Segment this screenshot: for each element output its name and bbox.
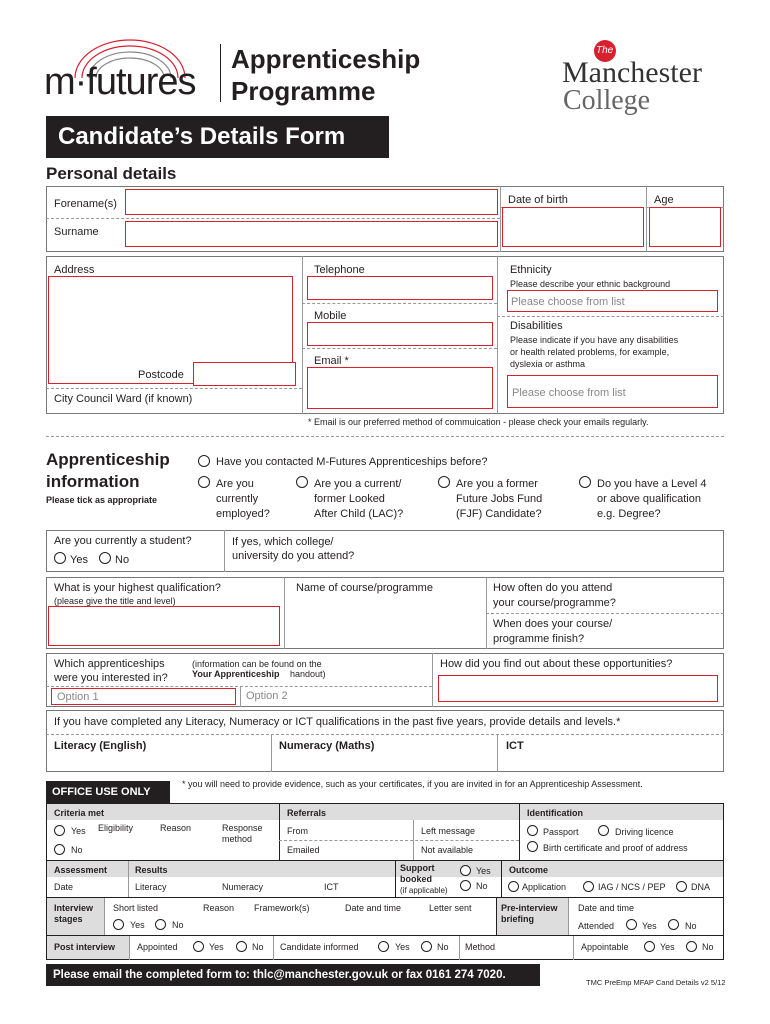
college-the: The — [596, 45, 614, 56]
dob-field[interactable] — [502, 207, 644, 247]
shortlisted-label: Short listed — [113, 903, 159, 913]
programme-title-2: Programme — [231, 76, 376, 106]
appointable-yes-radio[interactable] — [644, 941, 655, 952]
fjf-label-1: Are you a former — [456, 478, 538, 490]
numeracy-label: Numeracy (Maths) — [279, 740, 375, 752]
level4-label-2: or above qualification — [597, 493, 701, 505]
shortlisted-no-radio[interactable] — [155, 919, 166, 930]
disabilities-select[interactable] — [507, 375, 718, 408]
frameworks-label: Framework(s) — [254, 903, 310, 913]
disabilities-label: Disabilities — [510, 320, 563, 332]
results-literacy-label: Literacy — [135, 882, 167, 892]
fjf-label-2: Future Jobs Fund — [456, 493, 543, 505]
interview-label-1: Interview — [54, 903, 94, 913]
app-info-note-2: Your Apprenticeship — [192, 669, 280, 679]
referrals-label: Referrals — [287, 808, 327, 818]
course-label: Name of course/programme — [296, 582, 433, 594]
outcome-label: Outcome — [509, 865, 549, 875]
dna-label: DNA — [691, 882, 711, 892]
employed-label-2: currently — [216, 493, 259, 505]
student-question: Are you currently a student? — [54, 535, 192, 547]
employed-label-3: employed? — [216, 508, 270, 520]
which-college-2: university do you attend? — [232, 550, 355, 562]
employed-label-1: Are you — [216, 478, 254, 490]
lac-label-1: Are you a current/ — [314, 478, 402, 490]
app-info-note-1: (information can be found on the — [192, 659, 322, 669]
assess-date-label: Date — [54, 882, 74, 892]
appointed-no-label: No — [252, 942, 264, 952]
literacy-intro: If you have completed any Literacy, Numeracy or ICT qualifications in the past five years, provide details and levels.* — [54, 716, 621, 728]
option1-placeholder: Option 1 — [57, 691, 99, 703]
literacy-label: Literacy (English) — [54, 740, 147, 752]
application-label: Application — [522, 882, 567, 892]
ethnicity-placeholder: Please choose from list — [511, 296, 625, 308]
attended-label: Attended — [578, 921, 615, 931]
address-label: Address — [54, 264, 95, 276]
student-no-radio[interactable] — [99, 552, 111, 564]
dis-note-3: dyslexia or asthma — [510, 359, 586, 369]
results-label: Results — [135, 865, 168, 875]
candidate-informed-label: Candidate informed — [280, 942, 359, 952]
response-label-2: method — [222, 834, 253, 844]
highest-qual-field[interactable] — [48, 606, 280, 646]
shortlisted-yes-label: Yes — [130, 920, 145, 930]
programme-title-1: Apprenticeship — [231, 44, 421, 74]
option2-select[interactable]: Option 2 — [246, 690, 288, 702]
option1-select[interactable] — [51, 688, 236, 705]
not-available-label: Not available — [421, 845, 474, 855]
fjf-radio[interactable] — [438, 476, 450, 488]
highest-qual-note: (please give the title and level) — [54, 596, 176, 606]
appointable-yes-label: Yes — [660, 942, 675, 952]
disabilities-placeholder: Please choose from list — [512, 387, 626, 399]
informed-no-label: No — [437, 942, 449, 952]
tick-note: Please tick as appropriate — [46, 495, 158, 505]
contacted-label: Have you contacted M-Futures Apprenticeships before? — [216, 456, 488, 468]
ethnicity-label: Ethnicity — [510, 264, 552, 276]
ict-label: ICT — [506, 740, 524, 752]
criteria-yes-radio[interactable] — [54, 825, 65, 836]
interview-reason-label: Reason — [203, 903, 235, 913]
shortlisted-no-label: No — [172, 920, 184, 930]
ethnicity-note: Please describe your ethnic background — [510, 279, 671, 289]
interview-label-2: stages — [54, 914, 83, 924]
support-label-3: (if applicable) — [400, 886, 448, 895]
which-app-2: were you interested in? — [54, 672, 168, 684]
informed-yes-radio[interactable] — [378, 941, 389, 952]
office-use-title: OFFICE USE ONLY — [46, 781, 170, 803]
which-college-1: If yes, which college/ — [232, 536, 334, 548]
footer-email-bar: Please email the completed form to: thlc@manchester.gov.uk or fax 0161 274 7020. — [46, 964, 540, 986]
dna-radio[interactable] — [676, 881, 687, 892]
telephone-field[interactable] — [307, 276, 493, 300]
from-label: From — [287, 826, 308, 836]
birth-radio[interactable] — [527, 841, 538, 852]
appointed-no-radio[interactable] — [236, 941, 247, 952]
attended-no-label: No — [685, 921, 697, 931]
driving-radio[interactable] — [598, 825, 609, 836]
appointed-yes-label: Yes — [209, 942, 224, 952]
results-ict-label: ICT — [324, 882, 339, 892]
contacted-radio[interactable] — [198, 455, 210, 467]
informed-no-radio[interactable] — [421, 941, 432, 952]
forename-label: Forename(s) — [54, 198, 117, 210]
postcode-field[interactable] — [193, 362, 296, 386]
appinfo-heading-1: Apprenticeship — [46, 450, 170, 469]
age-label: Age — [654, 194, 674, 206]
appointed-yes-radio[interactable] — [193, 941, 204, 952]
method-label: Method — [465, 942, 496, 952]
college-name-1: Manchester — [562, 56, 702, 89]
footer-ref: TMC PreEmp MFAP Cand Details v2 5/12 — [586, 978, 726, 987]
find-out-label: How did you find out about these opportunities? — [440, 658, 673, 670]
telephone-label: Telephone — [314, 264, 365, 276]
post-interview-label: Post interview — [54, 942, 116, 952]
finish-label-1: When does your course/ — [493, 618, 613, 630]
email-note: * Email is our preferred method of commuication - please check your emails regularly. — [308, 417, 649, 427]
left-message-label: Left message — [421, 826, 476, 836]
level4-label-3: e.g. Degree? — [597, 508, 661, 520]
support-label-2: booked — [400, 874, 433, 884]
interview-date-label: Date and time — [345, 903, 402, 913]
level4-radio[interactable] — [579, 476, 591, 488]
passport-label: Passport — [543, 827, 579, 837]
support-label-1: Support — [400, 863, 435, 873]
support-yes-radio[interactable] — [460, 865, 471, 876]
app-info-note-3: handout) — [290, 669, 326, 679]
ethnicity-select[interactable] — [507, 290, 718, 312]
lac-label-2: former Looked — [314, 493, 385, 505]
mobile-label: Mobile — [314, 310, 347, 322]
support-yes-label: Yes — [476, 866, 491, 876]
birth-label: Birth certificate and proof of address — [543, 843, 688, 853]
fjf-label-3: (FJF) Candidate? — [456, 508, 542, 520]
form-title: Candidate’s Details Form — [46, 116, 389, 158]
student-no-label: No — [115, 554, 130, 566]
highest-qual-label: What is your highest qualification? — [54, 582, 221, 594]
lac-label-3: After Child (LAC)? — [314, 508, 404, 520]
evidence-note: * you will need to provide evidence, such as your certificates, if you are invited in for an Apprenticeship Assessment. — [182, 779, 643, 789]
student-yes-radio[interactable] — [54, 552, 66, 564]
surname-label: Surname — [54, 226, 99, 238]
logo-text: m·futures — [44, 61, 196, 103]
identification-label: Identification — [527, 808, 583, 818]
age-field[interactable] — [649, 207, 721, 247]
lac-radio[interactable] — [296, 476, 308, 488]
iag-label: IAG / NCS / PEP — [598, 882, 666, 892]
ward-label: City Council Ward (if known) — [54, 393, 193, 405]
college-name-2: College — [563, 85, 651, 116]
criteria-no-radio[interactable] — [54, 844, 65, 855]
pre-interview-label-2: briefing — [501, 914, 534, 924]
level4-label-1: Do you have a Level 4 — [597, 478, 707, 490]
driving-label: Driving licence — [615, 827, 674, 837]
student-yes-label: Yes — [70, 554, 88, 566]
forename-field[interactable] — [125, 189, 498, 215]
often-label-2: your course/programme? — [493, 597, 616, 609]
often-label-1: How often do you attend — [493, 582, 613, 594]
emailed-label: Emailed — [287, 845, 320, 855]
eligibility-label: Eligibility — [98, 823, 134, 833]
application-radio[interactable] — [508, 881, 519, 892]
attended-yes-radio[interactable] — [626, 919, 637, 930]
personal-heading: Personal details — [46, 164, 177, 183]
mobile-field[interactable] — [307, 322, 493, 346]
finish-label-2: programme finish? — [493, 633, 585, 645]
results-numeracy-label: Numeracy — [222, 882, 264, 892]
appointed-label: Appointed — [137, 942, 178, 952]
criteria-no-label: No — [71, 845, 83, 855]
appinfo-heading-2: information — [46, 472, 140, 491]
letter-sent-label: Letter sent — [429, 903, 472, 913]
dis-note-2: or health related problems, for example, — [510, 347, 670, 357]
dob-label: Date of birth — [508, 194, 568, 206]
criteria-yes-label: Yes — [71, 826, 86, 836]
informed-yes-label: Yes — [395, 942, 410, 952]
response-label-1: Response — [222, 823, 263, 833]
find-out-field[interactable] — [438, 675, 718, 702]
which-app-1: Which apprenticeships — [54, 658, 165, 670]
appointable-no-label: No — [702, 942, 714, 952]
shortlisted-yes-radio[interactable] — [113, 919, 124, 930]
criteria-label: Criteria met — [54, 808, 105, 818]
employed-radio[interactable] — [198, 476, 210, 488]
pre-interview-label-1: Pre-interview — [501, 903, 558, 913]
dis-note-1: Please indicate if you have any disabilities — [510, 335, 679, 345]
appointable-no-radio[interactable] — [686, 941, 697, 952]
email-label: Email * — [314, 355, 349, 367]
iag-radio[interactable] — [583, 881, 594, 892]
assessment-label: Assessment — [54, 865, 108, 875]
reason-label: Reason — [160, 823, 192, 833]
postcode-label: Postcode — [138, 369, 184, 381]
briefing-date-label: Date and time — [578, 903, 635, 913]
attended-yes-label: Yes — [642, 921, 657, 931]
email-field[interactable] — [307, 367, 493, 409]
support-no-label: No — [476, 881, 488, 891]
surname-field[interactable] — [125, 221, 498, 247]
appointable-label: Appointable — [581, 942, 629, 952]
support-no-radio[interactable] — [460, 880, 471, 891]
passport-radio[interactable] — [527, 825, 538, 836]
attended-no-radio[interactable] — [668, 919, 679, 930]
